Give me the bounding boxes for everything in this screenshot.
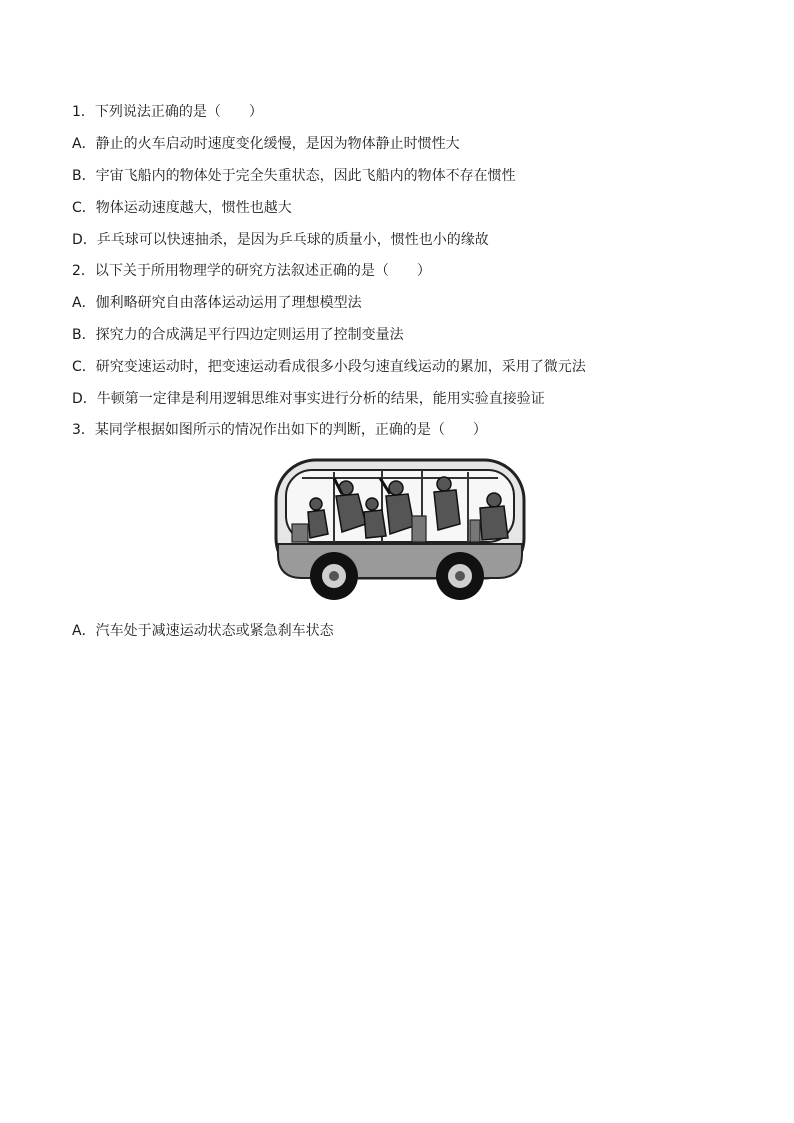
question-1-option-b: B．宇宙飞船内的物体处于完全失重状态，因此飞船内的物体不存在惯性	[72, 168, 516, 184]
question-3-stem: 3．某同学根据如图所示的情况作出如下的判断，正确的是（ ）	[72, 422, 487, 438]
question-1-option-a: A．静止的火车启动时速度变化缓慢，是因为物体静止时惯性大	[72, 136, 460, 152]
bus-illustration	[272, 454, 528, 604]
question-3-option-a: A．汽车处于减速运动状态或紧急刹车状态	[72, 623, 334, 639]
question-2-option-b: B．探究力的合成满足平行四边定则运用了控制变量法	[72, 327, 404, 343]
question-1-option-d: D．乒乓球可以快速抽杀，是因为乒乓球的质量小，惯性也小的缘故	[72, 232, 489, 248]
question-1-stem: 1．下列说法正确的是（ ）	[72, 104, 263, 120]
question-2-option-d: D．牛顿第一定律是利用逻辑思维对事实进行分析的结果，能用实验直接验证	[72, 391, 545, 407]
question-1-option-c: C．物体运动速度越大，惯性也越大	[72, 200, 292, 216]
question-2-option-a: A．伽利略研究自由落体运动运用了理想模型法	[72, 295, 362, 311]
question-2-stem: 2．以下关于所用物理学的研究方法叙述正确的是（ ）	[72, 263, 431, 279]
question-2-option-c: C．研究变速运动时，把变速运动看成很多小段匀速直线运动的累加，采用了微元法	[72, 359, 586, 375]
